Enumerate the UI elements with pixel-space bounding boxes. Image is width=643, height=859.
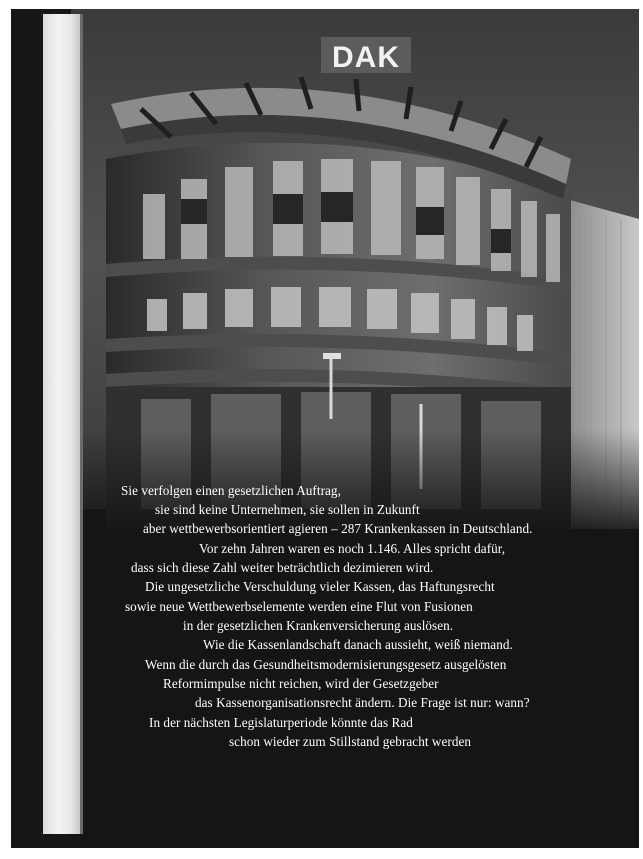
article-line: sowie neue Wettbewerbselemente werden eine Flut von Fusionen <box>125 599 473 614</box>
article-line: dass sich diese Zahl weiter beträchtlich dezimieren wird. <box>131 560 434 575</box>
article-line: Wie die Kassenlandschaft danach aussieht, weiß niemand. <box>203 637 513 652</box>
article-line: Sie verfolgen einen gesetzlichen Auftrag, <box>121 483 341 498</box>
article-line: Wenn die durch das Gesundheitsmodernisierungsgesetz ausgelösten <box>145 657 507 672</box>
magazine-page <box>11 9 639 848</box>
article-line: Vor zehn Jahren waren es noch 1.146. Alles spricht dafür, <box>199 541 506 556</box>
page-edge-strip <box>43 14 83 834</box>
article-line: schon wieder zum Stillstand gebracht werden <box>229 734 472 749</box>
dak-logo: DAK <box>332 41 400 74</box>
article-line: sie sind keine Unternehmen, sie sollen in Zukunft <box>155 502 420 517</box>
article-line: In der nächsten Legislaturperiode könnte das Rad <box>149 715 413 730</box>
article-line: aber wettbewerbsorientiert agieren – 287 Krankenkassen in Deutschland. <box>143 521 533 536</box>
article-line: in der gesetzlichen Krankenversicherung auslösen. <box>183 618 454 633</box>
article-line: das Kassenorganisationsrecht ändern. Die Frage ist nur: wann? <box>195 695 530 710</box>
article-line: Reformimpulse nicht reichen, wird der Gesetzgeber <box>163 676 439 691</box>
article-line: Die ungesetzliche Verschuldung vieler Kassen, das Haftungsrecht <box>145 579 495 594</box>
